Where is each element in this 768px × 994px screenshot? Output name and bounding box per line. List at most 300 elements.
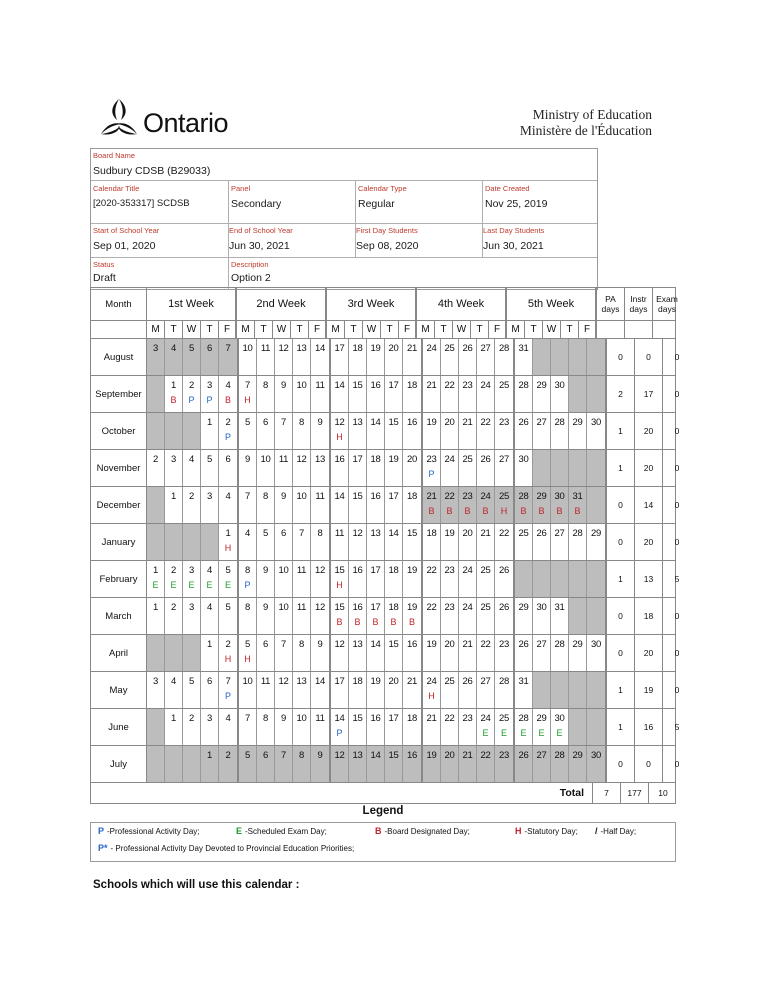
day-number: 26 — [518, 750, 529, 761]
weekday-letter: F — [489, 321, 507, 338]
day-cell — [403, 376, 421, 412]
first-day-field: First Day Students Sep 08, 2020 — [356, 226, 419, 252]
day-number: 26 — [499, 602, 509, 613]
day-number: 30 — [554, 380, 565, 391]
day-number: 3 — [207, 491, 212, 502]
day-number: 20 — [444, 750, 455, 761]
day-number: 2 — [153, 454, 158, 465]
day-cell — [349, 598, 367, 634]
day-cell — [147, 598, 165, 634]
day-cell — [201, 413, 219, 449]
day-cell — [165, 376, 183, 412]
week-block — [423, 598, 515, 634]
day-cell — [239, 339, 257, 375]
day-number: 9 — [263, 565, 268, 576]
exam-days-value: 0 — [674, 389, 680, 399]
day-cell — [495, 487, 513, 523]
day-cell — [183, 450, 201, 486]
day-number: 12 — [278, 343, 289, 354]
day-code: P — [428, 469, 435, 479]
day-cell — [459, 561, 477, 597]
day-cell — [441, 524, 459, 560]
day-number: 22 — [480, 417, 491, 428]
day-number: 15 — [334, 565, 345, 576]
week-block — [331, 413, 423, 449]
week-block — [147, 746, 239, 782]
week-block — [147, 635, 239, 671]
day-cell — [311, 561, 329, 597]
day-cell — [587, 672, 605, 708]
day-letter-row — [91, 321, 675, 339]
day-cell — [165, 561, 183, 597]
day-number: 4 — [225, 380, 231, 391]
day-cell — [311, 746, 329, 782]
day-cell — [293, 561, 311, 597]
week-block — [515, 672, 607, 708]
day-number: 24 — [426, 676, 437, 687]
day-code: P — [206, 395, 213, 405]
day-cell — [551, 598, 569, 634]
month-name: March — [91, 598, 147, 634]
week-block — [515, 709, 607, 745]
day-number: 16 — [370, 491, 381, 502]
day-cell — [477, 709, 495, 745]
day-cell — [587, 450, 605, 486]
day-code: E — [152, 580, 159, 590]
day-number: 12 — [334, 750, 345, 761]
day-cell — [385, 635, 403, 671]
day-code: B — [390, 617, 397, 627]
day-number: 8 — [263, 713, 268, 724]
day-cell — [201, 635, 219, 671]
week-block — [239, 709, 331, 745]
day-code: B — [372, 617, 379, 627]
day-cell — [515, 598, 533, 634]
pa-days-header: PA days — [597, 288, 625, 320]
day-cell — [239, 413, 257, 449]
day-cell — [441, 450, 459, 486]
day-number: 10 — [278, 602, 289, 613]
day-number: 22 — [444, 380, 455, 391]
day-number: 20 — [388, 676, 399, 687]
day-number: 13 — [296, 343, 307, 354]
week-block — [331, 450, 423, 486]
day-cell — [477, 376, 495, 412]
day-code: P — [224, 691, 231, 701]
day-number: 1 — [207, 750, 212, 761]
board-name: Sudbury CDSB (B29033) — [93, 165, 211, 177]
day-cell — [165, 746, 183, 782]
exam-days-value: 0 — [674, 426, 680, 436]
day-cell — [385, 672, 403, 708]
day-number: 21 — [426, 491, 437, 502]
instr-days-value: 20 — [635, 635, 663, 671]
pa-days-value: 0 — [607, 339, 635, 375]
day-code: H — [500, 506, 508, 516]
day-number: 15 — [388, 417, 399, 428]
day-number: 23 — [462, 491, 473, 502]
weekday-letter: M — [417, 321, 435, 338]
day-cell — [385, 450, 403, 486]
day-cell — [367, 413, 385, 449]
day-cell — [441, 339, 459, 375]
summary-subheader-blank — [625, 321, 653, 338]
day-code: E — [224, 580, 231, 590]
day-number: 6 — [207, 343, 212, 354]
week-header: 2nd Week — [237, 288, 327, 320]
day-cell — [201, 339, 219, 375]
day-code: E — [538, 728, 545, 738]
day-number: 22 — [426, 602, 437, 613]
day-code: E — [556, 728, 563, 738]
trillium-icon — [97, 96, 141, 142]
day-cell — [423, 561, 441, 597]
day-number: 6 — [263, 417, 268, 428]
day-number: 27 — [480, 676, 491, 687]
week-block — [515, 450, 607, 486]
month-name: February — [91, 561, 147, 597]
day-number: 10 — [242, 676, 253, 687]
day-number: 23 — [462, 380, 473, 391]
day-number: 22 — [426, 565, 437, 576]
day-cell — [515, 746, 533, 782]
day-number: 15 — [388, 750, 399, 761]
day-number: 7 — [281, 417, 286, 428]
week-block — [515, 598, 607, 634]
day-code: B — [556, 506, 563, 516]
day-number: 3 — [189, 602, 194, 613]
day-number: 11 — [296, 565, 307, 576]
day-cell — [423, 746, 441, 782]
day-cell — [165, 450, 183, 486]
day-cell — [587, 598, 605, 634]
day-number: 8 — [299, 750, 304, 761]
day-cell — [423, 524, 441, 560]
day-number: 5 — [207, 454, 212, 465]
day-cell — [551, 487, 569, 523]
day-cell — [275, 746, 293, 782]
day-cell — [201, 561, 219, 597]
exam-days-value: 5 — [674, 722, 680, 732]
day-number: 17 — [388, 491, 399, 502]
day-cell — [183, 487, 201, 523]
day-cell — [349, 450, 367, 486]
day-cell — [423, 339, 441, 375]
day-cell — [239, 376, 257, 412]
day-code: B — [336, 617, 343, 627]
day-cell — [515, 413, 533, 449]
day-cell — [293, 339, 311, 375]
day-cell — [441, 487, 459, 523]
day-cell — [551, 339, 569, 375]
day-cell — [293, 450, 311, 486]
day-cell — [311, 487, 329, 523]
day-code: P — [188, 395, 195, 405]
day-cell — [495, 598, 513, 634]
day-number: 29 — [536, 713, 547, 724]
week-block — [331, 672, 423, 708]
day-cell — [311, 598, 329, 634]
day-cell — [569, 598, 587, 634]
day-cell — [183, 709, 201, 745]
day-cell — [239, 561, 257, 597]
day-number: 14 — [334, 713, 345, 724]
day-cell — [587, 561, 605, 597]
day-cell — [331, 635, 349, 671]
day-cell — [533, 413, 551, 449]
day-number: 6 — [281, 528, 286, 539]
day-cell — [239, 487, 257, 523]
day-cell — [165, 487, 183, 523]
week-block — [515, 561, 607, 597]
day-cell — [201, 524, 219, 560]
day-cell — [147, 746, 165, 782]
day-cell — [331, 413, 349, 449]
day-cell — [551, 672, 569, 708]
day-cell — [147, 487, 165, 523]
day-cell — [275, 598, 293, 634]
day-cell — [239, 672, 257, 708]
day-number: 16 — [370, 713, 381, 724]
day-cell — [239, 746, 257, 782]
day-cell — [403, 598, 421, 634]
day-cell — [201, 709, 219, 745]
day-number: 18 — [426, 528, 437, 539]
day-number: 4 — [171, 343, 176, 354]
week-block — [147, 709, 239, 745]
weekday-letter: W — [363, 321, 381, 338]
day-cell — [331, 524, 349, 560]
pa-days-value: 0 — [607, 746, 635, 782]
day-cell — [495, 672, 513, 708]
instr-days-value: 19 — [635, 672, 663, 708]
week-block — [423, 672, 515, 708]
month-row — [91, 524, 680, 561]
day-cell — [385, 487, 403, 523]
day-number: 7 — [299, 528, 304, 539]
day-number: 16 — [407, 750, 417, 761]
month-subheader-blank — [91, 321, 147, 338]
day-cell — [441, 376, 459, 412]
day-number: 8 — [245, 602, 250, 613]
day-cell — [165, 672, 183, 708]
day-code: H — [244, 654, 251, 664]
day-number: 12 — [334, 639, 345, 650]
week-header: 4th Week — [417, 288, 507, 320]
day-cell — [587, 746, 605, 782]
day-cell — [423, 598, 441, 634]
instr-days-value: 20 — [635, 524, 663, 560]
week-block — [515, 524, 607, 560]
day-number: 9 — [317, 417, 323, 428]
day-cell — [477, 561, 495, 597]
day-number: 5 — [225, 565, 231, 576]
day-cell — [219, 450, 237, 486]
day-cell — [515, 339, 533, 375]
day-number: 30 — [591, 750, 601, 761]
day-number: 8 — [263, 491, 268, 502]
day-cell — [183, 635, 201, 671]
day-cell — [219, 339, 237, 375]
day-number: 31 — [554, 602, 565, 613]
day-cell — [239, 635, 257, 671]
weekday-letter: F — [579, 321, 597, 338]
day-cell — [515, 672, 533, 708]
day-cell — [311, 524, 329, 560]
week-block — [239, 672, 331, 708]
day-cell — [385, 524, 403, 560]
day-number: 2 — [225, 417, 231, 428]
day-number: 26 — [518, 417, 529, 428]
day-cell — [183, 376, 201, 412]
week-block — [423, 376, 515, 412]
day-number: 29 — [572, 417, 583, 428]
day-cell — [587, 413, 605, 449]
day-number: 18 — [407, 491, 417, 502]
day-code: B — [446, 506, 453, 516]
day-number: 19 — [407, 602, 417, 613]
day-cell — [423, 672, 441, 708]
weekday-letter: F — [399, 321, 417, 338]
day-number: 6 — [225, 454, 231, 465]
day-number: 8 — [299, 417, 304, 428]
day-cell — [385, 376, 403, 412]
week-block — [423, 339, 515, 375]
day-cell — [477, 598, 495, 634]
day-cell — [201, 376, 219, 412]
day-number: 21 — [407, 676, 417, 687]
day-number: 29 — [518, 602, 529, 613]
day-number: 17 — [388, 713, 399, 724]
day-cell — [165, 635, 183, 671]
day-cell — [147, 450, 165, 486]
day-number: 14 — [370, 417, 381, 428]
day-number: 9 — [263, 602, 268, 613]
day-cell — [183, 598, 201, 634]
week-block — [147, 672, 239, 708]
day-cell — [311, 635, 329, 671]
week-block — [515, 413, 607, 449]
day-number: 11 — [260, 676, 271, 687]
day-cell — [275, 413, 293, 449]
day-cell — [293, 524, 311, 560]
day-number: 16 — [407, 639, 417, 650]
exam-days-value: 0 — [674, 611, 680, 621]
day-number: 24 — [426, 343, 437, 354]
day-number: 19 — [388, 454, 399, 465]
day-number: 25 — [444, 676, 455, 687]
day-number: 19 — [426, 417, 437, 428]
exam-days-value: 0 — [674, 463, 680, 473]
day-code: B — [224, 395, 231, 405]
day-cell — [515, 635, 533, 671]
day-number: 12 — [334, 417, 345, 428]
day-number: 5 — [245, 639, 250, 650]
day-number: 25 — [499, 380, 509, 391]
day-number: 14 — [370, 639, 381, 650]
day-number: 28 — [554, 417, 565, 428]
day-number: 28 — [518, 491, 529, 502]
day-number: 2 — [171, 602, 176, 613]
day-number: 26 — [518, 639, 529, 650]
date-created-field: Date Created Nov 25, 2019 — [485, 184, 548, 210]
day-cell — [349, 413, 367, 449]
weekday-letter: T — [381, 321, 399, 338]
day-cell — [275, 524, 293, 560]
day-number: 25 — [480, 602, 491, 613]
weekday-letter: F — [219, 321, 237, 338]
day-cell — [183, 746, 201, 782]
day-cell — [349, 376, 367, 412]
day-number: 1 — [171, 380, 176, 391]
weekday-letter: T — [435, 321, 453, 338]
day-number: 19 — [370, 343, 381, 354]
day-cell — [165, 413, 183, 449]
day-number: 20 — [444, 639, 455, 650]
day-cell — [183, 524, 201, 560]
day-cell — [441, 598, 459, 634]
day-number: 18 — [407, 713, 417, 724]
day-number: 10 — [242, 343, 253, 354]
week-block — [239, 413, 331, 449]
weekday-letter: M — [507, 321, 525, 338]
day-cell — [385, 746, 403, 782]
day-cell — [423, 450, 441, 486]
day-number: 30 — [554, 713, 565, 724]
month-row — [91, 709, 680, 746]
day-cell — [515, 561, 533, 597]
day-number: 17 — [370, 602, 381, 613]
day-number: 29 — [536, 380, 547, 391]
day-number: 15 — [407, 528, 417, 539]
month-row — [91, 561, 680, 598]
day-number: 13 — [370, 528, 381, 539]
day-cell — [147, 376, 165, 412]
day-cell — [477, 487, 495, 523]
instr-days-value: 17 — [635, 376, 663, 412]
day-number: 9 — [281, 380, 286, 391]
week-block — [515, 635, 607, 671]
day-code: H — [224, 543, 232, 553]
weekday-letter: T — [345, 321, 363, 338]
day-cell — [385, 413, 403, 449]
day-number: 26 — [480, 454, 491, 465]
weekday-letter: M — [147, 321, 165, 338]
day-code: B — [428, 506, 435, 516]
day-cell — [459, 450, 477, 486]
day-number: 10 — [260, 454, 271, 465]
day-number: 8 — [263, 380, 268, 391]
day-cell — [551, 746, 569, 782]
day-number: 16 — [334, 454, 345, 465]
day-cell — [349, 561, 367, 597]
day-cell — [293, 635, 311, 671]
day-number: 10 — [296, 380, 307, 391]
day-cell — [569, 709, 587, 745]
day-cell — [165, 598, 183, 634]
day-cell — [477, 635, 495, 671]
day-cell — [219, 635, 237, 671]
day-cell — [569, 672, 587, 708]
day-number: 28 — [499, 343, 509, 354]
description-field: Description Option 2 — [231, 260, 271, 284]
day-cell — [533, 450, 551, 486]
day-number: 29 — [572, 750, 583, 761]
day-number: 20 — [462, 528, 473, 539]
day-cell — [367, 598, 385, 634]
weekday-letter: W — [543, 321, 561, 338]
day-number: 31 — [518, 343, 529, 354]
